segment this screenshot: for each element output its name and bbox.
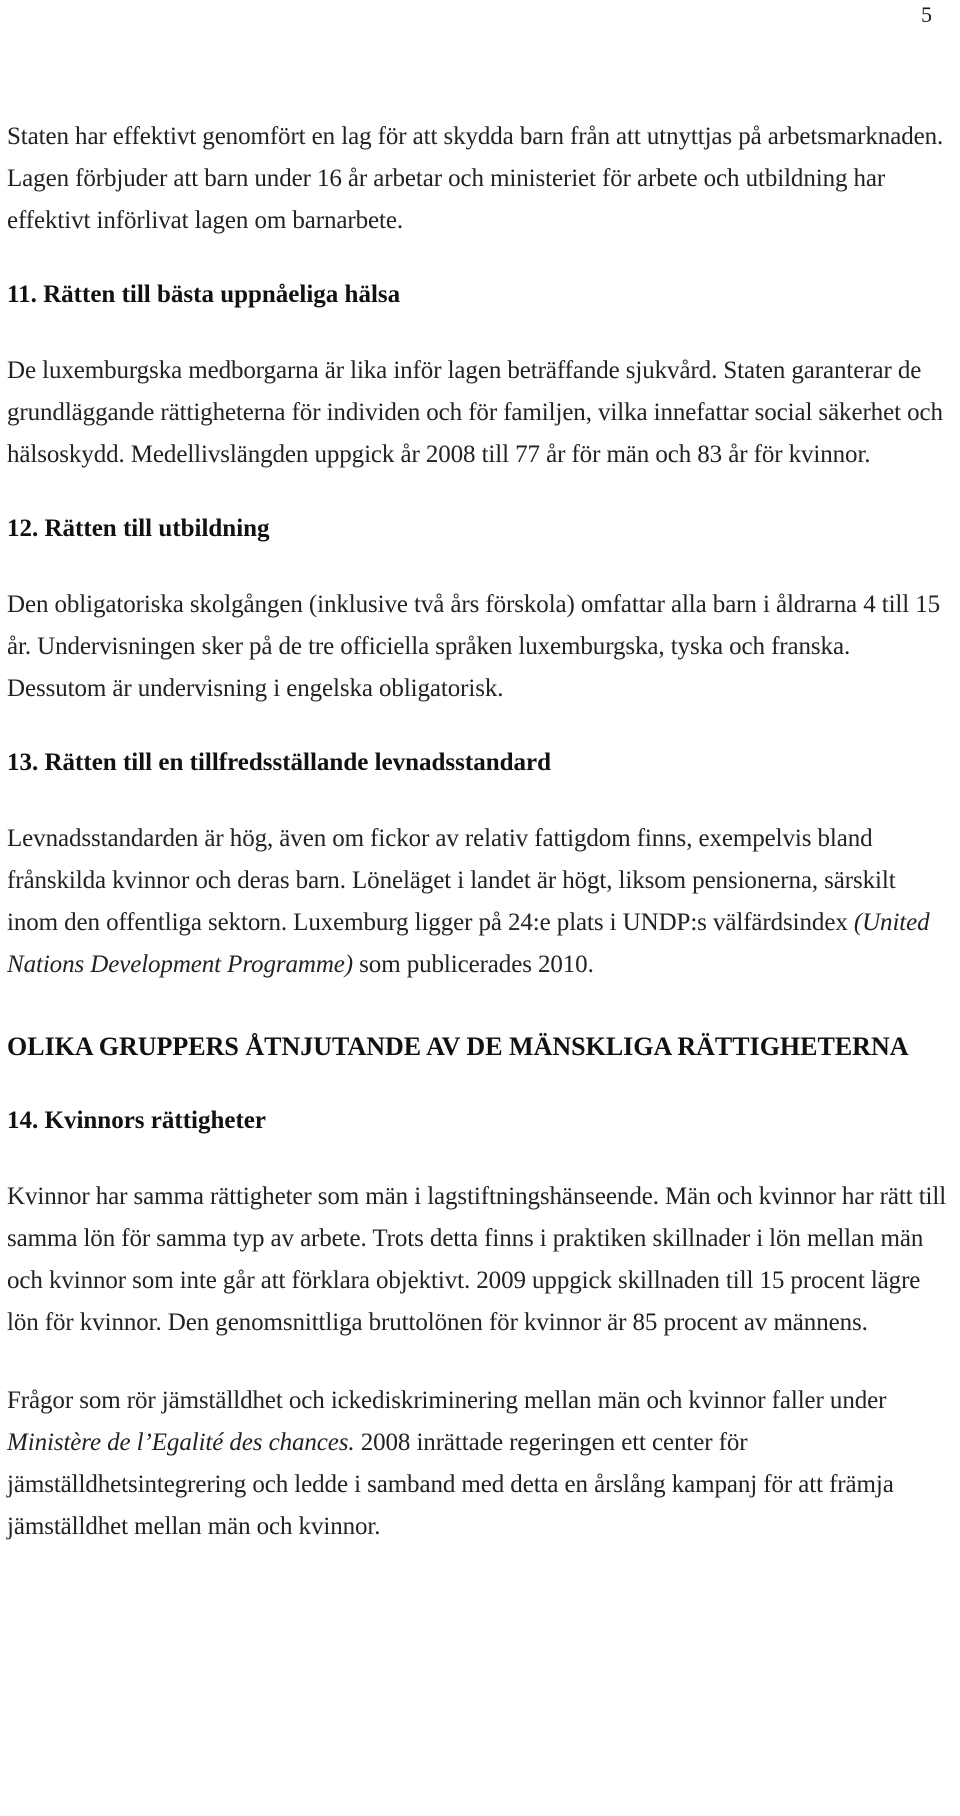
equality-text-end: 2008 inrättade regeringen ett center för jämställdhetsintegrering och ledde i samband med detta en årslång kampanj för att främja jämställdhet mellan män och kvinnor. xyxy=(7,1429,894,1540)
undp-full-name: (United Nations Development Programme) xyxy=(7,909,930,978)
paragraph-womens-rights: Kvinnor har samma rättigheter som män i lagstiftningshänseende. Män och kvinnor har rätt till samma lön för samma typ av arbete. Trots detta finns i praktiken skillnader i lön mellan män och kvinnor som inte går att förklara objektivt. 2009 uppgick skillnaden till 15 procent lägre lön för kvinnor. Den genomsnittliga bruttolönen för kvinnor är 85 procent av männens. xyxy=(7,1183,947,1336)
page-number: 5 xyxy=(921,2,932,27)
living-standard-text-end: som publicerades 2010. xyxy=(353,951,594,978)
heading-health: 11. Rätten till bästa uppnåeliga hälsa xyxy=(7,281,401,308)
equality-text: Frågor som rör jämställdhet och ickediskriminering mellan män och kvinnor faller under xyxy=(7,1387,887,1414)
heading-womens-rights: 14. Kvinnors rättigheter xyxy=(7,1107,266,1134)
paragraph-education: Den obligatoriska skolgången (inklusive två års förskola) omfattar alla barn i åldrarna 4 till 15 år. Undervisningen sker på de tre officiella språken luxemburgska, tyska och franska. Dessutom är undervisning i engelska obligatorisk. xyxy=(7,591,941,702)
paragraph-living-standard xyxy=(7,818,952,986)
section-title: OLIKA GRUPPERS ÅTNJUTANDE AV DE MÄNSKLIGA RÄTTIGHETERNA xyxy=(7,1032,909,1061)
ministry-name: Ministère de l’Egalité des chances. xyxy=(7,1429,355,1456)
document-body xyxy=(7,116,952,1548)
paragraph-child-labour: Staten har effektivt genomfört en lag för att skydda barn från att utnyttjas på arbetsmarknaden. Lagen förbjuder att barn under 16 år arbetar och ministeriet för arbete och utbildning har effektivt införlivat lagen om barnarbete. xyxy=(7,123,944,234)
heading-education: 12. Rätten till utbildning xyxy=(7,515,270,542)
heading-living-standard: 13. Rätten till en tillfredsställande levnadsstandard xyxy=(7,749,552,776)
paragraph-equality xyxy=(7,1380,952,1548)
paragraph-health: De luxemburgska medborgarna är lika inför lagen beträffande sjukvård. Staten garanterar de grundläggande rättigheterna för individen och för familjen, vilka innefattar social säkerhet och hälsoskydd. Medellivslängden uppgick år 2008 till 77 år för män och 83 år för kvinnor. xyxy=(7,357,943,468)
living-standard-text: Levnadsstandarden är hög, även om fickor av relativ fattigdom finns, exempelvis bland frånskilda kvinnor och deras barn. Löneläget i landet är högt, liksom pensionerna, särskilt inom den offentliga sektorn. Luxemburg ligger på 24:e plats i UNDP:s välfärdsindex xyxy=(7,825,896,936)
